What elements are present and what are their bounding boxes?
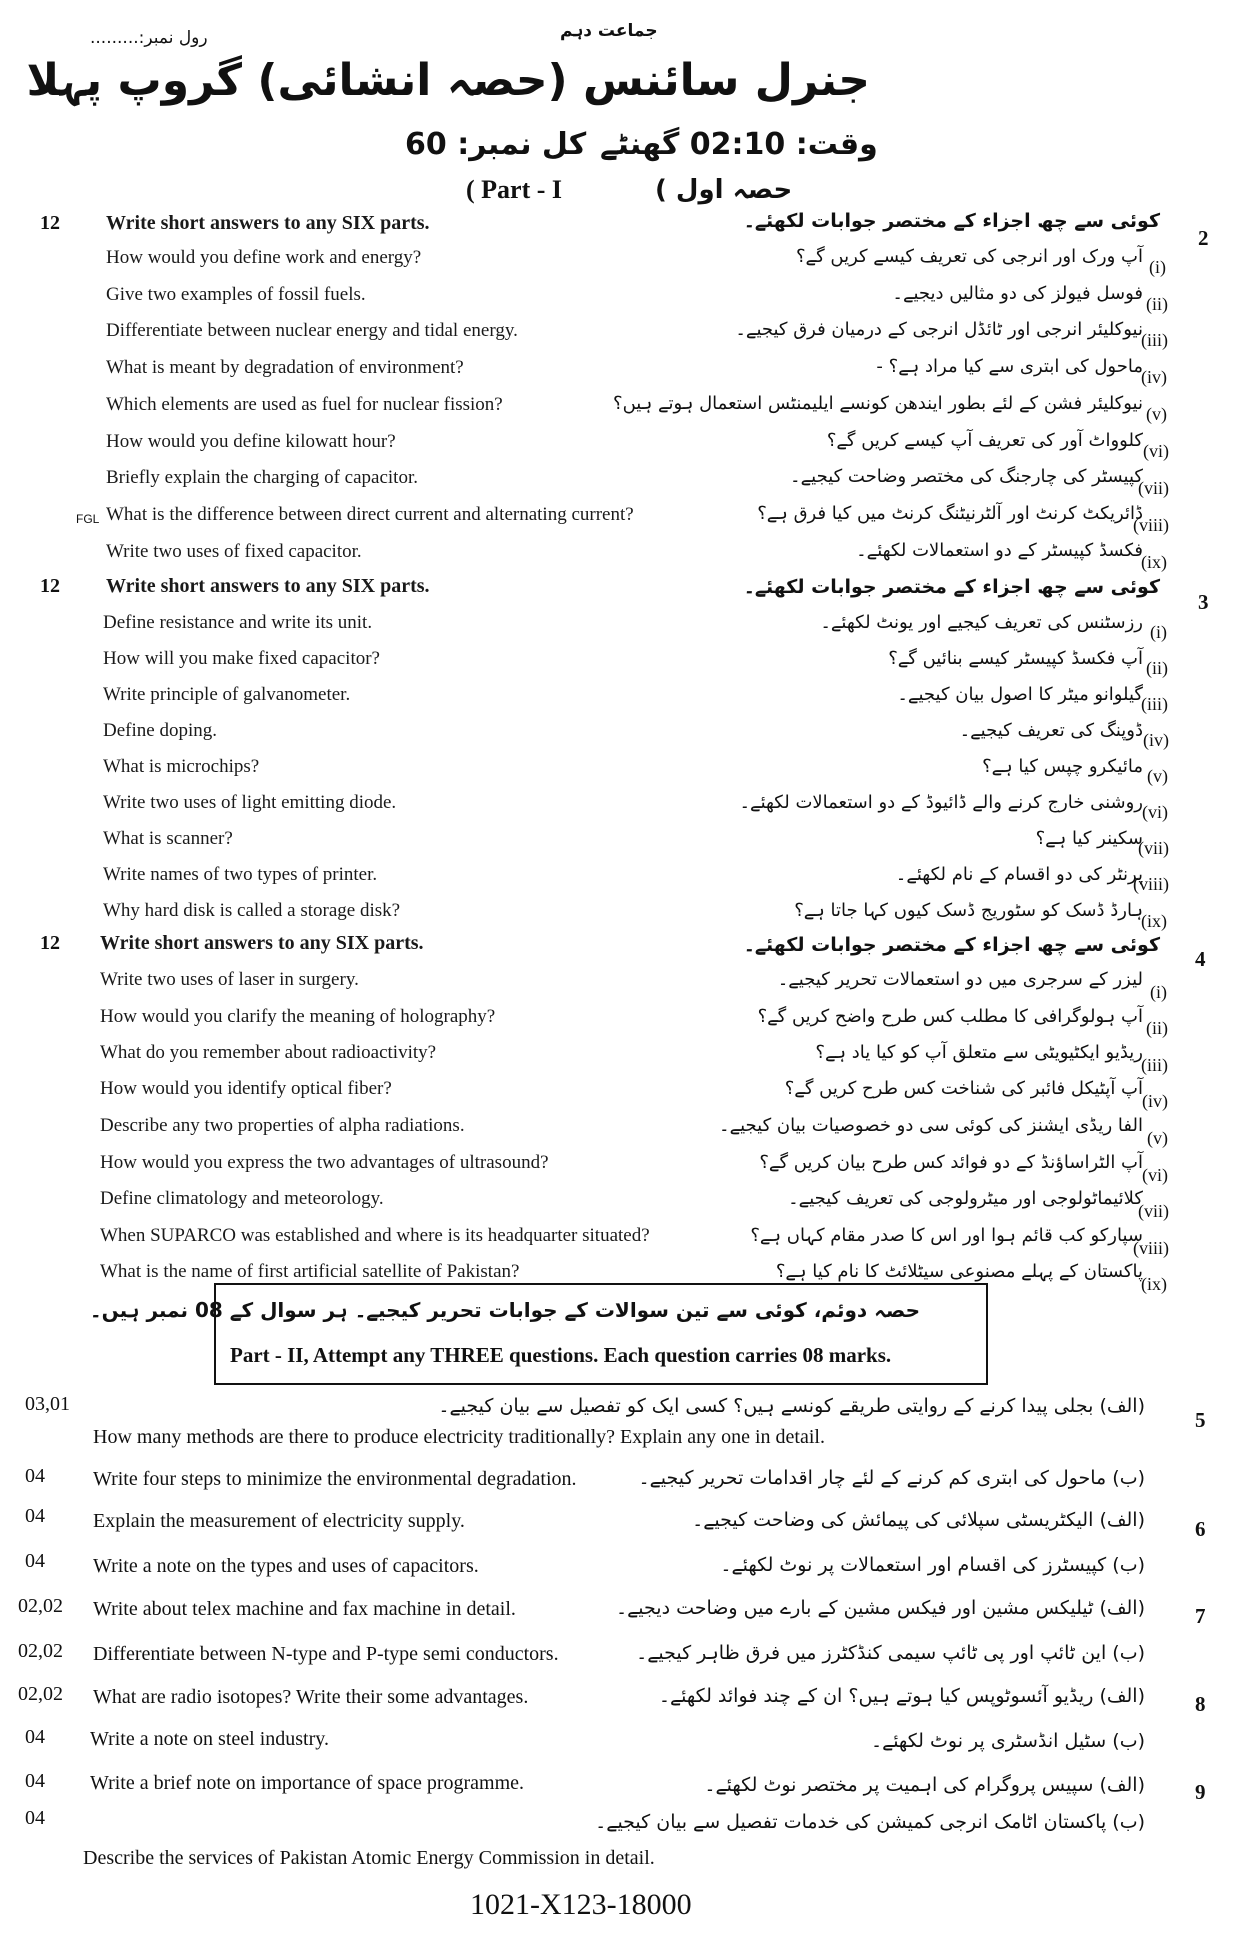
long-q-text-en: Write a brief note on importance of space programme. (90, 1772, 525, 1794)
long-q-number: 5 (1195, 1408, 1206, 1432)
long-q-text-en: Write four steps to minimize the environmental degradation. (93, 1468, 577, 1490)
time-label: وقت: 02:10 گھنٹے (600, 127, 878, 162)
question-text: Write names of two types of printer. (103, 864, 378, 885)
long-q-marks: 04 (25, 1505, 45, 1527)
long-q-marks: 04 (25, 1807, 45, 1829)
long-q-marks: 04 (25, 1726, 45, 1748)
section-title-ur: کوئی سے چھ اجزاء کے مختصر جوابات لکھئے۔ (743, 934, 1160, 956)
section-marks: 12 (40, 575, 60, 597)
section-title-ur: کوئی سے چھ اجزاء کے مختصر جوابات لکھئے۔ (743, 576, 1160, 598)
question-text-ur: سکینر کیا ہے؟ (1035, 828, 1143, 849)
long-q-text-ur-body: بجلی پیدا کرنے کے روایتی طریقے کونسے ہیں؟ کسی ایک کو تفصیل سے بیان کیجیے۔ (438, 1395, 1094, 1417)
long-q-part: (ب) (1112, 1467, 1145, 1489)
long-q-part: (ب) (1112, 1554, 1145, 1576)
question-text-ur: آپ فکسڈ کپیسٹر کیسے بنائیں گے؟ (888, 648, 1143, 669)
section-marks: 12 (40, 932, 60, 954)
question-text-ur: کلوواٹ آور کی تعریف آپ کیسے کریں گے؟ (826, 430, 1143, 451)
long-q-marks: 02,02 (18, 1595, 63, 1617)
question-text-ur: گیلوانو میٹر کا اصول بیان کیجیے۔ (897, 684, 1143, 705)
question-text: What is microchips? (103, 756, 260, 777)
question-text: What is meant by degradation of environment? (106, 357, 464, 378)
long-q-text-ur-body: این ٹائپ اور پی ٹائپ سیمی کنڈکٹرز میں فرق ظاہر کیجیے۔ (636, 1642, 1107, 1664)
question-text: Write two uses of fixed capacitor. (106, 541, 362, 562)
long-q-part: (ب) (1112, 1811, 1145, 1833)
question-text-ur: کلائیماٹولوجی اور میٹرولوجی کی تعریف کیجیے۔ (788, 1188, 1143, 1209)
question-text: What is the difference between direct current and alternating current? (106, 504, 634, 525)
long-q-marks: 03,01 (25, 1393, 70, 1415)
section-title-en: Write short answers to any SIX parts. (100, 932, 424, 954)
long-q-text-ur-body: پاکستان اٹامک انرجی کمیشن کی خدمات تفصیل سے بیان کیجیے۔ (595, 1811, 1107, 1833)
question-number: 2 (1198, 226, 1209, 250)
long-q-marks: 02,02 (18, 1683, 63, 1705)
part-two-instructions: Attempt any THREE questions. Each question carries 08 marks. (312, 1343, 892, 1367)
long-q-number: 8 (1195, 1692, 1206, 1716)
long-q-part: (الف) (1099, 1395, 1145, 1417)
question-text-ur: مائیکرو چپس کیا ہے؟ (982, 756, 1143, 777)
paper-code: 1021-X123-18000 (470, 1888, 692, 1921)
long-q-text-en: What are radio isotopes? Write their some advantages. (93, 1686, 529, 1708)
long-q-text-ur (871, 1730, 1145, 1752)
long-q-text-ur (659, 1685, 1145, 1707)
question-text-ur: الفا ریڈی ایشنز کی کوئی سی دو خصوصیات بیان کیجیے۔ (719, 1115, 1143, 1136)
roman-numeral: (vii) (1138, 838, 1169, 858)
question-text-ur: ماحول کی ابتری سے کیا مراد ہے؟ - (876, 356, 1143, 377)
question-text: How would you identify optical fiber? (100, 1078, 392, 1099)
question-text: How would you express the two advantages of ultrasound? (100, 1152, 549, 1173)
long-q-text-ur-body: الیکٹریسٹی سپلائی کی پیمائش کی وضاحت کیجیے۔ (692, 1509, 1094, 1531)
part-one-en: ( Part - I (466, 175, 563, 204)
roman-numeral: (ii) (1146, 294, 1168, 314)
fgl-mark: FGL (76, 512, 100, 526)
long-q-marks: 04 (25, 1770, 45, 1792)
part-two-heading-en (230, 1343, 891, 1368)
question-text: When SUPARCO was established and where is its headquarter situated? (100, 1225, 650, 1246)
roman-numeral: (viii) (1133, 1238, 1169, 1258)
roman-numeral: (ix) (1141, 1274, 1167, 1294)
question-text-ur: کپیسٹر کی چارجنگ کی مختصر وضاحت کیجیے۔ (790, 466, 1143, 487)
roman-numeral: (ii) (1146, 658, 1168, 678)
question-text: How would you clarify the meaning of holography? (100, 1006, 496, 1027)
long-q-text-ur-body: ریڈیو آئسوٹوپس کیا ہوتے ہیں؟ ان کے چند فوائد لکھئے۔ (658, 1685, 1094, 1707)
long-q-text-ur (638, 1467, 1145, 1489)
question-text-ur: سپارکو کب قائم ہوا اور اس کا صدر مقام کہاں ہے؟ (750, 1225, 1143, 1246)
long-q-text-ur-body: ٹیلیکس مشین اور فیکس مشین کے بارے میں وضاحت دیجیے۔ (616, 1597, 1094, 1619)
long-q-text-en: Write about telex machine and fax machine in detail. (93, 1598, 516, 1620)
long-q-text-ur-body: سپیس پروگرام کی اہمیت پر مختصر نوٹ لکھئے۔ (704, 1774, 1094, 1796)
section-marks: 12 (40, 212, 60, 234)
roman-numeral: (viii) (1133, 874, 1169, 894)
long-q-marks: 04 (25, 1465, 45, 1487)
page-title: جنرل سائنس (حصہ انشائی) گروپ پہلا (26, 55, 870, 106)
long-q-part: (الف) (1099, 1685, 1145, 1707)
long-q-marks: 02,02 (18, 1640, 63, 1662)
long-q-text-ur-body: ماحول کی ابتری کم کرنے کے لئے چار اقدامات تحریر کیجیے۔ (638, 1467, 1107, 1489)
question-text-ur: آپ ہولوگرافی کا مطلب کس طرح واضح کریں گے؟ (757, 1006, 1143, 1027)
roman-numeral: (v) (1147, 1128, 1168, 1148)
part-one-ur: حصہ اول ) (655, 175, 793, 205)
section-title-en: Write short answers to any SIX parts. (106, 575, 430, 597)
question-text: How would you define kilowatt hour? (106, 431, 396, 452)
long-q-text-ur (595, 1811, 1145, 1833)
question-text-ur: فوسل فیولز کی دو مثالیں دیجیے۔ (892, 283, 1143, 304)
part-two-heading-ur: حصہ دوئم، کوئی سے تین سوالات کے جوابات تحریر کیجیے۔ ہر سوال کے 08 نمبر ہیں۔ (89, 1298, 920, 1322)
question-text-ur: نیوکلیئر فشن کے لئے بطور ایندھن کونسے ایلیمنٹس استعمال ہوتے ہیں؟ (613, 393, 1143, 414)
roman-numeral: (v) (1147, 766, 1168, 786)
question-text-ur: آپ ورک اور انرجی کی تعریف کیسے کریں گے؟ (795, 246, 1143, 267)
roman-numeral: (i) (1150, 622, 1167, 642)
question-text-ur: ہارڈ ڈسک کو سٹوریج ڈسک کیوں کہا جاتا ہے؟ (794, 900, 1143, 921)
roman-numeral: (v) (1146, 404, 1167, 424)
long-q-text-en: Write a note on steel industry. (90, 1728, 329, 1750)
long-q-text-ur (438, 1395, 1145, 1417)
long-q-text-en: Differentiate between N-type and P-type semi conductors. (93, 1643, 559, 1665)
question-text: Describe any two properties of alpha radiations. (100, 1115, 465, 1136)
question-text: Which elements are used as fuel for nuclear fission? (106, 394, 503, 415)
question-text-ur: آپ الٹراساؤنڈ کے دو فوائد کس طرح بیان کریں گے؟ (759, 1152, 1143, 1173)
roman-numeral: (iv) (1141, 367, 1167, 387)
question-text: Differentiate between nuclear energy and tidal energy. (106, 320, 518, 341)
question-text: What is the name of first artificial satellite of Pakistan? (100, 1261, 520, 1282)
question-text: Define resistance and write its unit. (103, 612, 373, 633)
question-text: Define climatology and meteorology. (100, 1188, 384, 1209)
roman-numeral: (vi) (1142, 1165, 1168, 1185)
question-text: What do you remember about radioactivity? (100, 1042, 437, 1063)
roman-numeral: (vi) (1142, 802, 1168, 822)
roman-numeral: (vii) (1138, 478, 1169, 498)
long-q-text-en: Describe the services of Pakistan Atomic Energy Commission in detail. (83, 1847, 655, 1869)
total-marks: کل نمبر: 60 (405, 127, 587, 162)
question-text: Write principle of galvanometer. (103, 684, 351, 705)
question-text: Write two uses of laser in surgery. (100, 969, 359, 990)
long-q-part: (الف) (1099, 1509, 1145, 1531)
question-text-ur: نیوکلیئر انرجی اور ٹائڈل انرجی کے درمیان فرق کیجیے۔ (735, 319, 1143, 340)
question-text: What is scanner? (103, 828, 233, 849)
long-q-part: (ب) (1112, 1642, 1145, 1664)
roman-numeral: (iii) (1141, 1055, 1168, 1075)
long-q-number: 9 (1195, 1780, 1206, 1804)
part-two-label: Part - II, (230, 1343, 309, 1367)
question-text-ur: پرنٹر کی دو اقسام کے نام لکھئے۔ (895, 864, 1143, 885)
long-q-text-ur (616, 1597, 1145, 1619)
question-number: 4 (1195, 947, 1206, 971)
question-text-ur: ریڈیو ایکٹیویٹی سے متعلق آپ کو کیا یاد ہے؟ (815, 1042, 1143, 1063)
long-q-text-ur (704, 1774, 1145, 1796)
long-q-number: 6 (1195, 1517, 1206, 1541)
long-q-part: (الف) (1099, 1597, 1145, 1619)
long-q-text-en: Write a note on the types and uses of capacitors. (93, 1555, 479, 1577)
question-number: 3 (1198, 590, 1209, 614)
roman-numeral: (i) (1149, 257, 1166, 277)
long-q-marks: 04 (25, 1550, 45, 1572)
long-q-text-en: Explain the measurement of electricity supply. (93, 1510, 465, 1532)
long-q-text-ur (720, 1554, 1145, 1576)
question-text-ur: فکسڈ کپیسٹر کے دو استعمالات لکھئے۔ (856, 540, 1143, 561)
long-q-part: (الف) (1099, 1774, 1145, 1796)
question-text: How would you define work and energy? (106, 247, 422, 268)
roman-numeral: (ii) (1146, 1018, 1168, 1038)
question-text: How will you make fixed capacitor? (103, 648, 380, 669)
section-title-en: Write short answers to any SIX parts. (106, 212, 430, 234)
roman-numeral: (vii) (1138, 1201, 1169, 1221)
long-q-number: 7 (1195, 1604, 1206, 1628)
question-text-ur: رزسٹنس کی تعریف کیجیے اور یونٹ لکھئے۔ (820, 612, 1143, 633)
question-text-ur: لیزر کے سرجری میں دو استعمالات تحریر کیجیے۔ (777, 969, 1143, 990)
roll-number: رول نمبر:......... (90, 28, 208, 48)
question-text-ur: روشنی خارج کرنے والے ڈائیوڈ کے دو استعمالات لکھئے۔ (739, 792, 1143, 813)
question-text: Briefly explain the charging of capacitor. (106, 467, 418, 488)
question-text-ur: ڈوپنگ کی تعریف کیجیے۔ (959, 720, 1143, 741)
long-q-text-ur (692, 1509, 1145, 1531)
question-text: Give two examples of fossil fuels. (106, 284, 366, 305)
roman-numeral: (iv) (1143, 730, 1169, 750)
long-q-text-ur (636, 1642, 1145, 1664)
roman-numeral: (iv) (1142, 1091, 1168, 1111)
long-q-text-en: How many methods are there to produce electricity traditionally? Explain any one in detail. (93, 1426, 825, 1448)
question-text: Define doping. (103, 720, 217, 741)
question-text: Why hard disk is called a storage disk? (103, 900, 401, 921)
roman-numeral: (ix) (1141, 911, 1167, 931)
question-text-ur: پاکستان کے پہلے مصنوعی سیٹلائٹ کا نام کیا ہے؟ (775, 1261, 1143, 1282)
section-title-ur: کوئی سے چھ اجزاء کے مختصر جوابات لکھئے۔ (743, 210, 1160, 232)
question-text-ur: آپ آپٹیکل فائبر کی شناخت کس طرح کریں گے؟ (784, 1078, 1143, 1099)
question-text-ur: ڈائریکٹ کرنٹ اور آلٹرنیٹنگ کرنٹ میں کیا فرق ہے؟ (757, 503, 1143, 524)
long-q-text-ur-body: کپیسٹرز کی اقسام اور استعمالات پر نوٹ لکھئے۔ (720, 1554, 1107, 1576)
roman-numeral: (i) (1150, 982, 1167, 1002)
roman-numeral: (vi) (1143, 441, 1169, 461)
class-label: جماعت دہم (560, 21, 658, 41)
roman-numeral: (iii) (1141, 330, 1168, 350)
roman-numeral: (ix) (1141, 552, 1167, 572)
long-q-part: (ب) (1112, 1730, 1145, 1752)
question-text: Write two uses of light emitting diode. (103, 792, 397, 813)
roman-numeral: (iii) (1141, 694, 1168, 714)
long-q-text-ur-body: سٹیل انڈسٹری پر نوٹ لکھئے۔ (870, 1730, 1107, 1752)
roman-numeral: (viii) (1133, 515, 1169, 535)
